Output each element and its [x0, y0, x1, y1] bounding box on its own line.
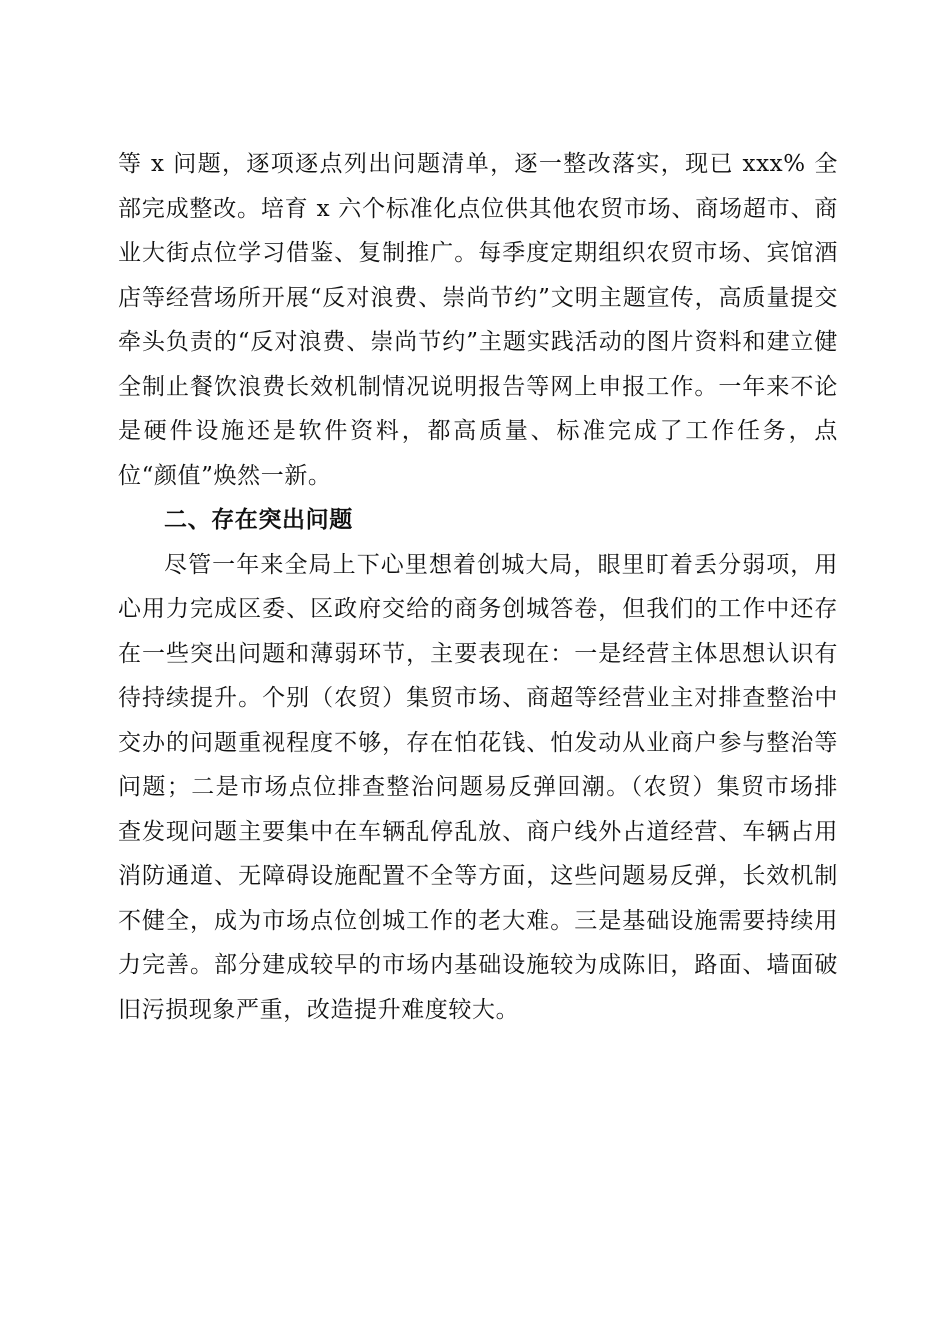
paragraph-issues: 尽管一年来全局上下心里想着创城大局，眼里盯着丢分弱项，用心用力完成区委、区政府交给的商务创城答卷，但我们的工作中还存在一些突出问题和薄弱环节，主要表现在：一是经营主体思想认识有待持续提升。个别（农贸）集贸市场、商超等经营业主对排查整治中交办的问题重视程度不够，存在怕花钱、怕发动从业商户参与整治等问题；二是市场点位排查整治问题易反弹回潮。（农贸）集贸市场排查发现问题主要集中在车辆乱停乱放、商户线外占道经营、车辆占用消防通道、无障碍设施配置不全等方面，这些问题易反弹，长效机制不健全，成为市场点位创城工作的老大难。三是基础设施需要持续用力完善。部分建成较早的市场内基础设施较为成陈旧，路面、墙面破旧污损现象严重，改造提升难度较大。	[118, 551, 838, 1023]
section-heading: 二、存在突出问题	[164, 507, 353, 533]
paragraph-continued: 等 x 问题，逐项逐点列出问题清单，逐一整改落实，现已 xxx% 全部完成整改。培育 x 六个标准化点位供其他农贸市场、商场超市、商业大街点位学习借鉴、复制推广。每季度定期组织农贸市场、宾馆酒店等经营场所开展“反对浪费、崇尚节约”文明主题宣传，高质量提交牵头负责的“反对浪费、崇尚节约”主题实践活动的图片资料和建立健全制止餐饮浪费长效机制情况说明报告等网上申报工作。一年来不论是硬件设施还是软件资料，都高质量、标准完成了工作任务，点位“颜值”焕然一新。	[118, 151, 838, 489]
document-body	[118, 142, 838, 1032]
